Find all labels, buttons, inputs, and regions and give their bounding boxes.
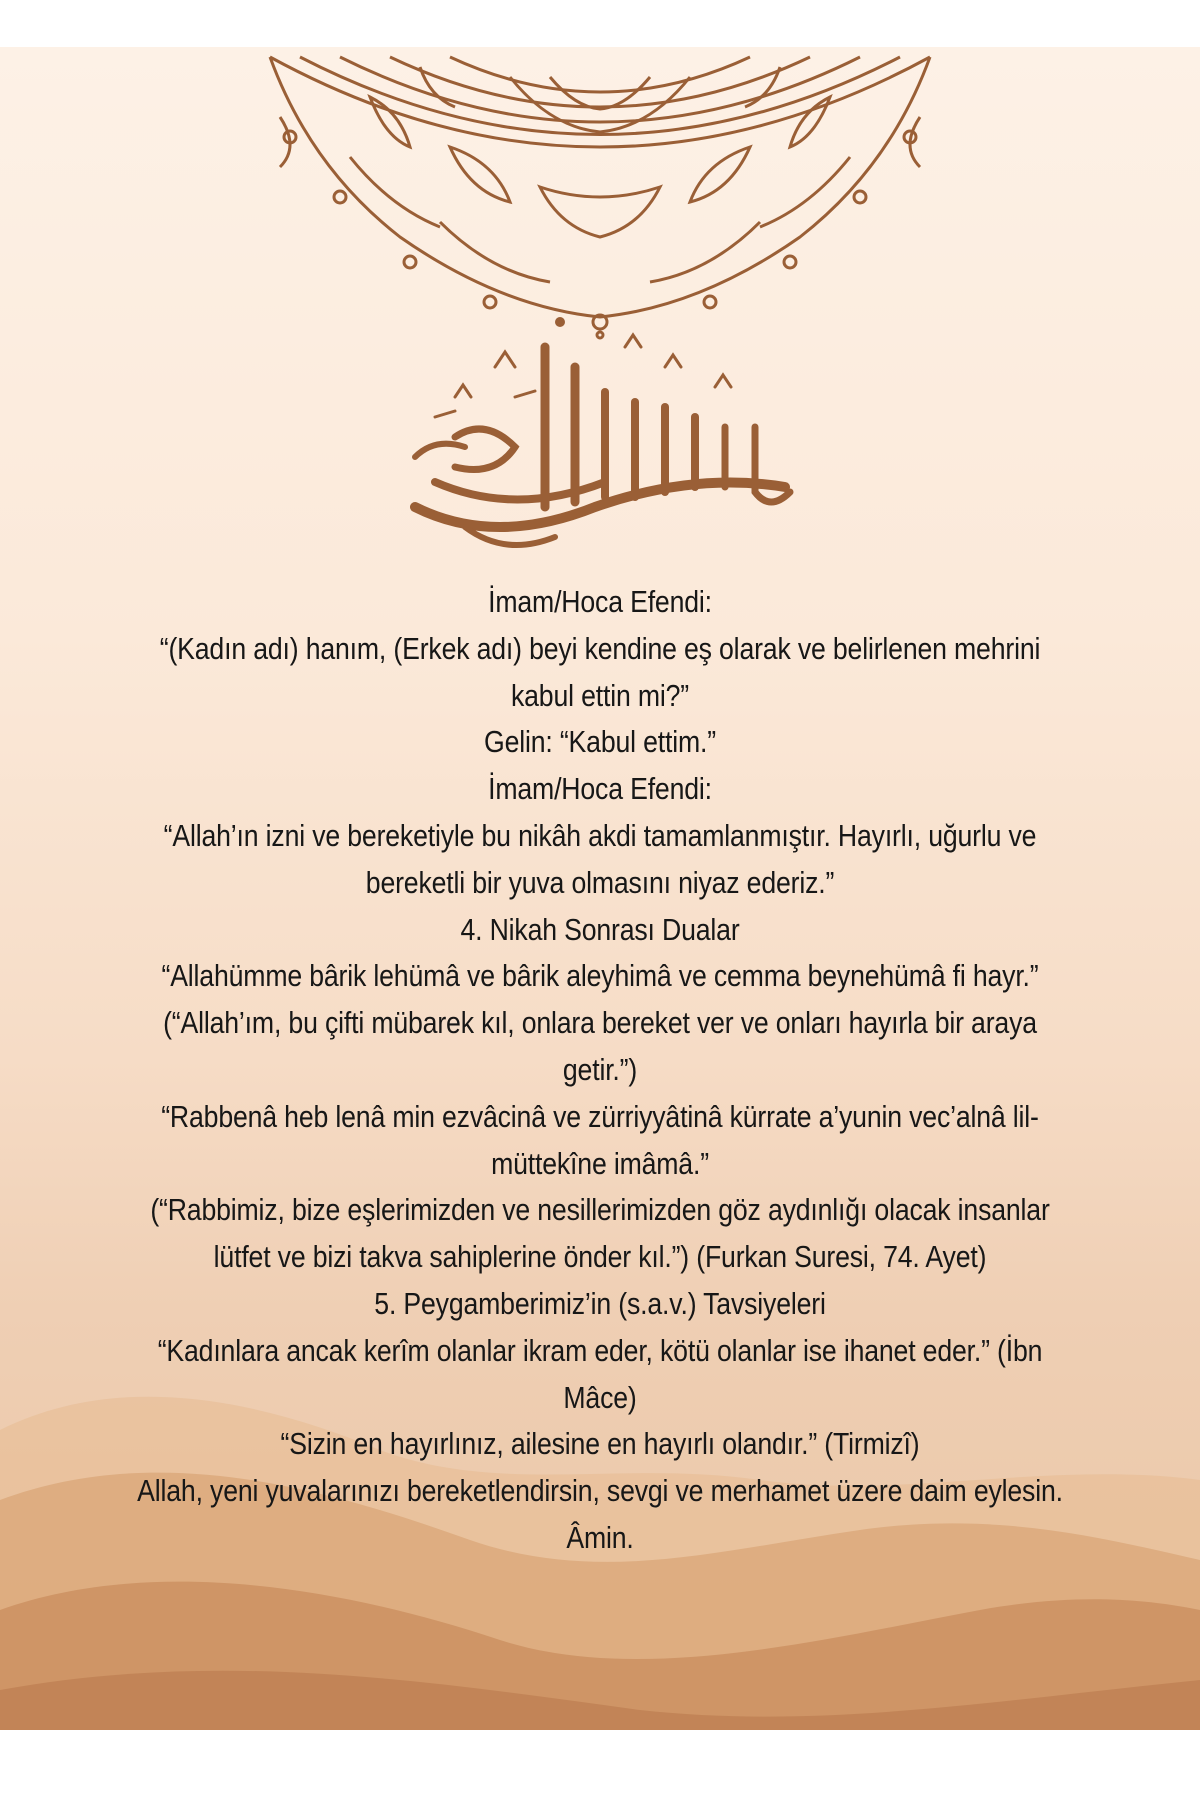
blessing-text: “Allah’ın izni ve bereketiyle bu nikâh akdi tamamlanmıştır. Hayırlı, uğurlu ve bereketli bir yuva olmasını niyaz ederiz.” xyxy=(163,817,1037,900)
ceremony-text xyxy=(136,579,1065,1562)
invitation-page xyxy=(0,47,1200,1730)
speaker-label: İmam/Hoca Efendi: xyxy=(488,584,712,619)
section-heading: 5. Peygamberimiz’in (s.a.v.) Tavsiyeleri xyxy=(374,1285,826,1321)
bride-answer: Gelin: “Kabul ettim.” xyxy=(484,724,716,760)
bismillah-calligraphy-icon xyxy=(395,307,805,572)
prayer-translation: (“Allah’ım, bu çifti mübarek kıl, onlara bereket ver ve onları hayırla bir araya getir.”) xyxy=(163,1005,1037,1087)
hadith-text: “Kadınlara ancak kerîm olanlar ikram eder, kötü olanlar ise ihanet eder.” (İbn Mâce) xyxy=(157,1332,1043,1415)
section-heading: 4. Nikah Sonrası Dualar xyxy=(460,911,740,947)
prayer-translation: (“Rabbimiz, bize eşlerimizden ve nesillerimizden göz aydınlığı olacak insanlar lütfet ve bizi takva sahiplerine önder kıl.”) (Furkan Suresi, 74. Ayet) xyxy=(150,1192,1050,1275)
prayer-text: “Rabbenâ heb lenâ min ezvâcinâ ve zürriyyâtinâ kürrate a’yunin vec’alnâ lil-müttekîne imâmâ.” xyxy=(161,1098,1039,1181)
mandala-ornament-icon xyxy=(250,47,950,342)
speaker-label: İmam/Hoca Efendi: xyxy=(488,771,712,807)
closing-wish: Allah, yeni yuvalarınızı bereketlendirsin, sevgi ve merhamet üzere daim eylesin. Âmin. xyxy=(137,1473,1063,1555)
vow-question: “(Kadın adı) hanım, (Erkek adı) beyi kendine eş olarak ve belirlenen mehrini kabul ettin mi?” xyxy=(159,630,1041,713)
hadith-text: “Sizin en hayırlınız, ailesine en hayırlı olandır.” (Tirmizî) xyxy=(280,1426,920,1462)
prayer-text: “Allahümme bârik lehümâ ve bârik aleyhimâ ve cemma beynehümâ fi hayr.” xyxy=(161,958,1039,994)
